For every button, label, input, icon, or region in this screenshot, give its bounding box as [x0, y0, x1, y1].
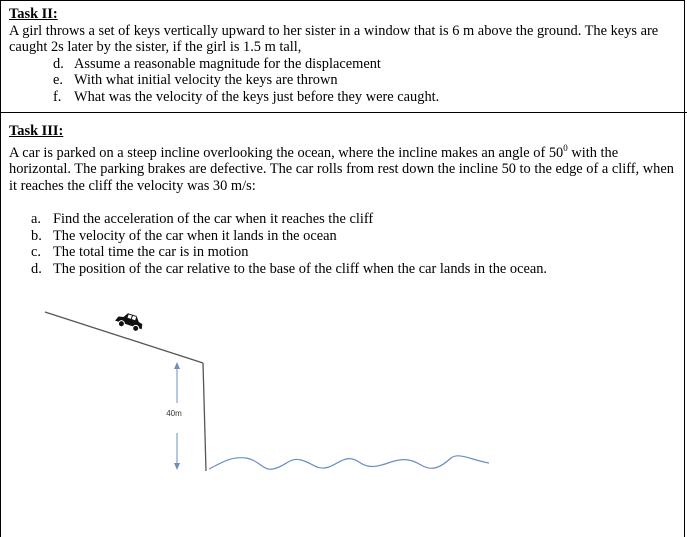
section-divider	[1, 112, 687, 113]
list-item-label: d.	[31, 260, 42, 277]
task-2-intro: A girl throws a set of keys vertically upward to her sister in a window that is 6 m above the ground. The keys are caught 2s later by the sister, if the girl is 1.5 m tall,	[9, 22, 659, 56]
task-3-list	[31, 211, 676, 277]
list-item-label: c.	[31, 244, 41, 261]
task-3-section	[9, 123, 676, 278]
task-3-heading: Task III:	[9, 123, 64, 139]
list-item	[31, 228, 676, 245]
list-item-label: f.	[53, 88, 62, 105]
height-label: 40m	[166, 409, 182, 418]
list-item-label: b.	[31, 227, 42, 244]
list-item	[31, 261, 676, 278]
list-item-text: The total time the car is in motion	[53, 244, 249, 261]
list-item	[31, 211, 676, 228]
task-2-list	[53, 56, 676, 106]
list-item-label: a.	[31, 211, 41, 228]
list-item-text: What was the velocity of the keys just before they were caught.	[74, 88, 440, 105]
cliff-diagram	[1, 293, 521, 493]
task-2-heading: Task II:	[9, 6, 58, 22]
list-item	[53, 89, 676, 106]
ocean-wave-line	[209, 456, 489, 469]
list-item	[53, 72, 676, 89]
list-item-text: Find the acceleration of the car when it reaches the cliff	[53, 211, 374, 228]
arrow-head-up-icon	[174, 362, 180, 369]
list-item-text: Assume a reasonable magnitude for the displacement	[74, 55, 381, 72]
list-item-text: With what initial velocity the keys are thrown	[74, 72, 338, 89]
task-3-intro: A car is parked on a steep incline overlooking the ocean, where the incline makes an angle of $50^0$ with the horizontal. The parking brakes are defective. The car rolls from rest down the incline 50 to the edge of a cliff, when it reaches the cliff the velocity was 30 m/s:	[9, 142, 674, 194]
arrow-head-down-icon	[174, 463, 180, 470]
car-icon	[114, 310, 145, 333]
list-item	[53, 56, 676, 73]
cliff-face-line	[203, 363, 206, 471]
list-item-text: The velocity of the car when it lands in the ocean	[53, 227, 337, 244]
list-item-text: The position of the car relative to the base of the cliff when the car lands in the ocean.	[53, 260, 548, 277]
list-item-label: d.	[53, 55, 64, 72]
task-2-section	[9, 6, 676, 106]
list-item-label: e.	[53, 72, 63, 89]
list-item	[31, 244, 676, 261]
